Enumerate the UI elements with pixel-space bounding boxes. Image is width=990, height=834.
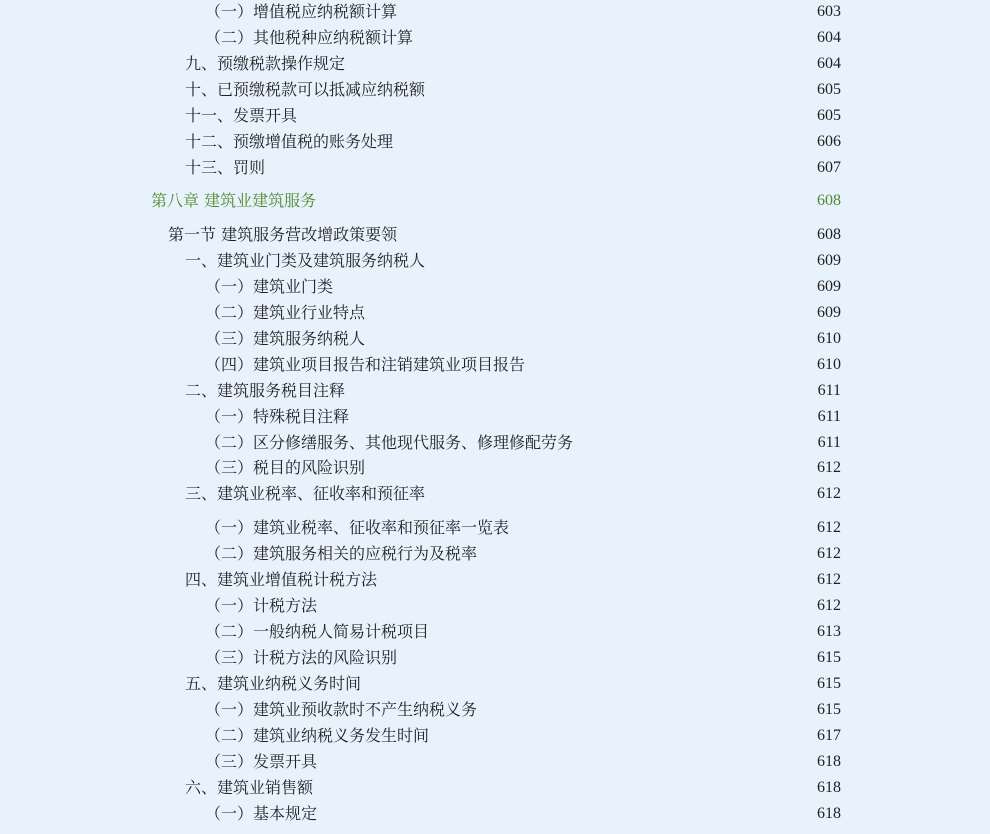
toc-entry-page-number: 612: [817, 485, 841, 502]
toc-entry-title: （一）建筑业预收款时不产生纳税义务: [205, 700, 478, 719]
toc-entry-title: 第一节 建筑服务营改增政策要领: [168, 225, 398, 244]
toc-entry-title: （三）建筑服务纳税人: [205, 329, 366, 348]
toc-entry: [0, 274, 990, 300]
toc-entry: [0, 300, 990, 326]
toc-entry-page-number: 603: [817, 3, 841, 20]
toc-entry-title: 四、建筑业增值税计税方法: [185, 570, 378, 589]
toc-entry-title: 二、建筑服务税目注释: [185, 381, 346, 400]
toc-entry-page-number: 612: [817, 519, 841, 536]
toc-entry-title: （二）建筑业行业特点: [205, 303, 366, 322]
toc-entry-page-number: 615: [817, 675, 841, 692]
toc-entry-page-number: 618: [817, 779, 841, 796]
toc-entry-title: （一）计税方法: [205, 596, 318, 615]
toc-entry: [0, 404, 990, 430]
toc-entry-page-number: 609: [817, 304, 841, 321]
toc-entry: [0, 77, 990, 103]
toc-entry-title: （二）建筑服务相关的应税行为及税率: [205, 544, 478, 563]
toc-entry: [0, 378, 990, 404]
toc-entry-title: （一）基本规定: [205, 804, 318, 823]
toc-entry-title: （三）发票开具: [205, 752, 318, 771]
toc-entry: [0, 352, 990, 378]
toc-entry-title: 五、建筑业纳税义务时间: [185, 674, 362, 693]
toc-entry-title: 十、已预缴税款可以抵减应纳税额: [185, 80, 426, 99]
toc-entry-page-number: 611: [817, 382, 841, 399]
toc-entry-page-number: 608: [817, 192, 841, 209]
toc-entry-page-number: 611: [817, 408, 841, 425]
toc-entry: [0, 723, 990, 749]
toc-entry-title: （二）其他税种应纳税额计算: [205, 28, 414, 47]
toc-entry-page-number: 609: [817, 278, 841, 295]
toc-entry: [0, 619, 990, 645]
toc-entry-page-number: 612: [817, 459, 841, 476]
toc-entry-page-number: 604: [817, 29, 841, 46]
toc-entry: [0, 645, 990, 671]
toc-entry-page-number: 605: [817, 81, 841, 98]
toc-entry-title: 三、建筑业税率、征收率和预征率: [185, 484, 426, 503]
toc-entry: [0, 593, 990, 619]
toc-entry-title: 十一、发票开具: [185, 106, 298, 125]
toc-entry-page-number: 612: [817, 571, 841, 588]
toc-entry: [0, 51, 990, 77]
toc-entry: [0, 222, 990, 248]
toc-entry: [0, 103, 990, 129]
toc-entry: [0, 481, 990, 507]
toc-entry-title: 一、建筑业门类及建筑服务纳税人: [185, 251, 426, 270]
toc-entry: [0, 801, 990, 827]
toc-entry-page-number: 615: [817, 649, 841, 666]
toc-entry-title: （三）计税方法的风险识别: [205, 648, 398, 667]
toc-entry-title: （二）建筑业纳税义务发生时间: [205, 726, 430, 745]
toc-entry: [0, 129, 990, 155]
toc-entry-page-number: 607: [817, 159, 841, 176]
toc-entry: [0, 155, 990, 181]
toc-entry: [0, 671, 990, 697]
toc-entry-title: （二）区分修缮服务、其他现代服务、修理修配劳务: [205, 433, 574, 452]
toc-entry: [0, 0, 990, 25]
toc-entry: [0, 515, 990, 541]
toc-entry-title: 十二、预缴增值税的账务处理: [185, 132, 394, 151]
toc-entry-page-number: 610: [817, 330, 841, 347]
toc-entry: [0, 430, 990, 456]
toc-entry-page-number: 608: [817, 226, 841, 243]
toc-entry-title: （一）特殊税目注释: [205, 407, 350, 426]
toc-entry-title: 六、建筑业销售额: [185, 778, 314, 797]
toc-entry-title: 十三、罚则: [185, 158, 266, 177]
toc-entry-page-number: 612: [817, 545, 841, 562]
toc-entry: [0, 248, 990, 274]
toc-entry-title: （一）建筑业门类: [205, 277, 334, 296]
toc-entry-page-number: 618: [817, 753, 841, 770]
toc-entry: [0, 749, 990, 775]
toc-entry: [0, 775, 990, 801]
toc-entry-page-number: 606: [817, 133, 841, 150]
toc-entry: [0, 541, 990, 567]
toc-entry-page-number: 611: [817, 434, 841, 451]
toc-entry-page-number: 615: [817, 701, 841, 718]
toc-entry-title: （三）税目的风险识别: [205, 458, 366, 477]
toc-entry-title: （四）建筑业项目报告和注销建筑业项目报告: [205, 355, 526, 374]
toc-entry: [0, 326, 990, 352]
toc-entry-page-number: 618: [817, 805, 841, 822]
toc-entry-title: 第八章 建筑业建筑服务: [151, 191, 317, 210]
toc-entry-page-number: 610: [817, 356, 841, 373]
toc-entry-page-number: 605: [817, 107, 841, 124]
toc-entry-title: 九、预缴税款操作规定: [185, 54, 346, 73]
toc-entry: [0, 567, 990, 593]
toc-chapter: [0, 188, 990, 214]
toc-entry-title: （一）增值税应纳税额计算: [205, 2, 398, 21]
toc-entry-page-number: 609: [817, 252, 841, 269]
toc-entry: [0, 25, 990, 51]
toc-entry-page-number: 613: [817, 623, 841, 640]
toc-entry-title: （二）一般纳税人简易计税项目: [205, 622, 430, 641]
toc-entry-page-number: 617: [817, 727, 841, 744]
toc-entry-page-number: 604: [817, 55, 841, 72]
toc-entry: [0, 697, 990, 723]
toc-entry-title: （一）建筑业税率、征收率和预征率一览表: [205, 518, 510, 537]
toc-entry-page-number: 612: [817, 597, 841, 614]
toc-entry: [0, 455, 990, 481]
